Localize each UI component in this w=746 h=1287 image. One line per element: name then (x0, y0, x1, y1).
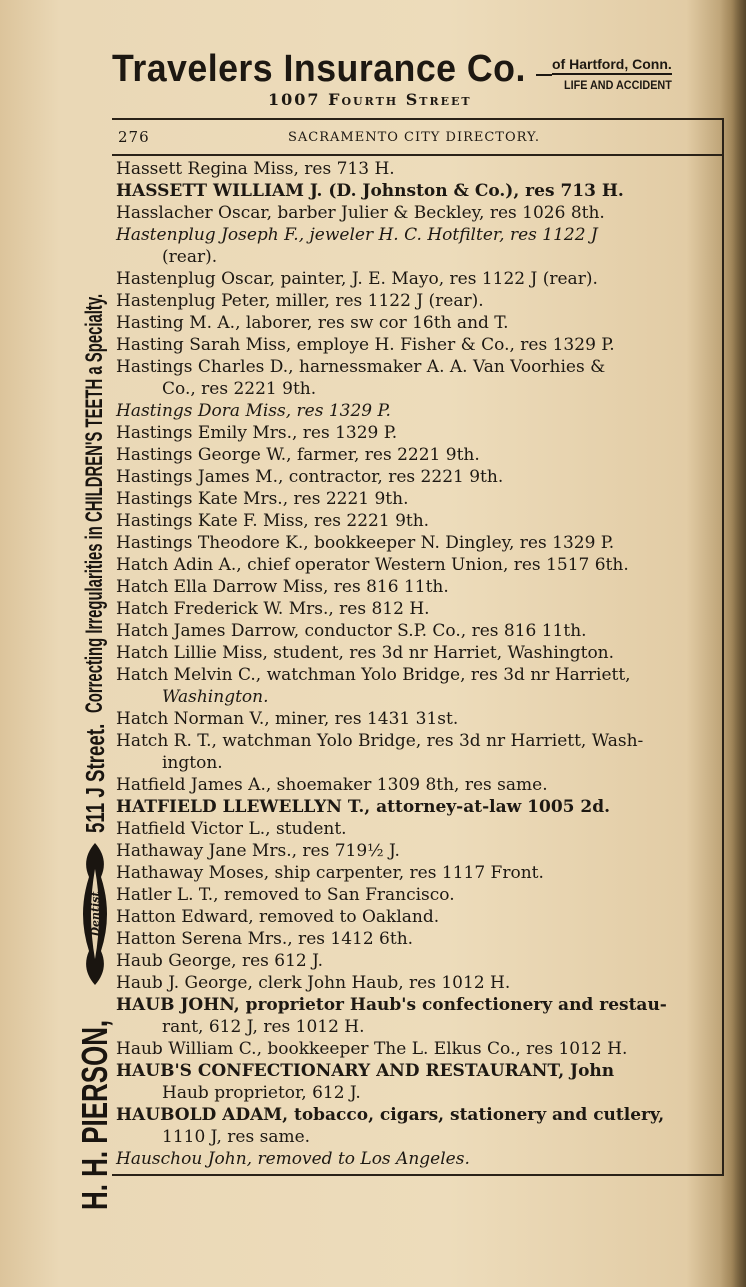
directory-entry: Hatch James Darrow, conductor S.P. Co., res 816 11th. (116, 621, 587, 641)
directory-entry: Hatfield Victor L., student. (116, 819, 347, 839)
directory-entry: Hasslacher Oscar, barber Julier & Beckley, res 1026 8th. (116, 203, 605, 223)
company-address: 1007 Fourth Street (268, 90, 472, 109)
directory-entry: Hastenplug Peter, miller, res 1122 J (rear). (116, 291, 484, 311)
directory-entry: HAUB'S CONFECTIONARY AND RESTAURANT, John (116, 1061, 615, 1081)
directory-entry: Hatton Edward, removed to Oakland. (116, 907, 440, 927)
dentist-logo (79, 839, 111, 989)
directory-entry: HAUB JOHN, proprietor Haub's confectionery and restau- (116, 995, 667, 1015)
side-ad-name: H. H. PIERSON, (74, 1019, 115, 1210)
directory-entry: Hastings James M., contractor, res 2221 9th. (116, 467, 504, 487)
directory-entry: Hastenplug Oscar, painter, J. E. Mayo, res 1122 J (rear). (116, 269, 598, 289)
side-ad-specialty: Correcting Irregularities in CHILDREN'S TEETH a Specialty. (81, 293, 108, 713)
directory-entry: Hatch Melvin C., watchman Yolo Bridge, res 3d nr Harriett, (116, 665, 631, 685)
running-head-rule (112, 154, 722, 156)
insurance-type: LIFE AND ACCIDENT (564, 78, 672, 92)
directory-entry: Hasting M. A., laborer, res sw cor 16th and T. (116, 313, 509, 333)
directory-entry: Hatch R. T., watchman Yolo Bridge, res 3d nr Harriett, Wash- (116, 731, 644, 751)
directory-entry: HAUBOLD ADAM, tobacco, cigars, stationery and cutlery, (116, 1105, 665, 1125)
directory-entry: HATFIELD LLEWELLYN T., attorney-at-law 1005 2d. (116, 797, 611, 817)
directory-entry: HASSETT WILLIAM J. (D. Johnston & Co.), res 713 H. (116, 181, 624, 201)
header-divider (536, 74, 552, 76)
directory-entry: Haub proprietor, 612 J. (162, 1083, 361, 1103)
directory-entry: Hastings Kate F. Miss, res 2221 9th. (116, 511, 430, 531)
directory-entry: Hatton Serena Mrs., res 1412 6th. (116, 929, 414, 949)
directory-entry: Haub William C., bookkeeper The L. Elkus Co., res 1012 H. (116, 1039, 628, 1059)
page-number: 276 (118, 128, 150, 146)
directory-entry: Hathaway Jane Mrs., res 719½ J. (116, 841, 400, 861)
directory-entry: Hastings Dora Miss, res 1329 P. (116, 401, 391, 421)
directory-entry: Washington. (162, 687, 269, 707)
directory-entry: Haub George, res 612 J. (116, 951, 324, 971)
directory-entry: Hauschou John, removed to Los Angeles. (116, 1149, 470, 1169)
company-location: of Hartford, Conn. (552, 56, 672, 75)
running-head (118, 128, 718, 150)
directory-entry: Co., res 2221 9th. (162, 379, 317, 399)
directory-entry: (rear). (162, 247, 218, 267)
side-advertisement (75, 70, 115, 1210)
directory-entry: Hatch Norman V., miner, res 1431 31st. (116, 709, 459, 729)
directory-entry: Hastenplug Joseph F., jeweler H. C. Hotfilter, res 1122 J (116, 225, 598, 245)
directory-entry: Hatch Lillie Miss, student, res 3d nr Harriet, Washington. (116, 643, 615, 663)
directory-entry: Hatch Frederick W. Mrs., res 812 H. (116, 599, 430, 619)
directory-entry: Hathaway Moses, ship carpenter, res 1117 Front. (116, 863, 544, 883)
directory-entry: ington. (162, 753, 223, 773)
tooth-banner-icon (79, 839, 111, 989)
directory-entry: Hatch Adin A., chief operator Western Union, res 1517 6th. (116, 555, 629, 575)
directory-entry: 1110 J, res same. (162, 1127, 311, 1147)
directory-entry: Hastings Kate Mrs., res 2221 9th. (116, 489, 409, 509)
directory-entry: Hatch Ella Darrow Miss, res 816 11th. (116, 577, 449, 597)
directory-entry: rant, 612 J, res 1012 H. (162, 1017, 365, 1037)
directory-entry: Hastings Charles D., harnessmaker A. A. Van Voorhies & (116, 357, 606, 377)
directory-entry: Hastings George W., farmer, res 2221 9th. (116, 445, 480, 465)
directory-entry: Hatler L. T., removed to San Francisco. (116, 885, 455, 905)
directory-title: SACRAMENTO CITY DIRECTORY. (288, 130, 541, 145)
directory-entry: Hatfield James A., shoemaker 1309 8th, res same. (116, 775, 548, 795)
svg-text:Dentist: Dentist (89, 891, 102, 937)
directory-entry: Hastings Theodore K., bookkeeper N. Dingley, res 1329 P. (116, 533, 615, 553)
directory-entry: Hastings Emily Mrs., res 1329 P. (116, 423, 398, 443)
side-ad-street: 511 J Street. (79, 723, 110, 833)
company-name: Travelers Insurance Co. (112, 48, 526, 90)
directory-entry: Hasting Sarah Miss, employe H. Fisher & Co., res 1329 P. (116, 335, 615, 355)
directory-entry: Haub J. George, clerk John Haub, res 1012 H. (116, 973, 511, 993)
directory-entry: Hassett Regina Miss, res 713 H. (116, 159, 395, 179)
